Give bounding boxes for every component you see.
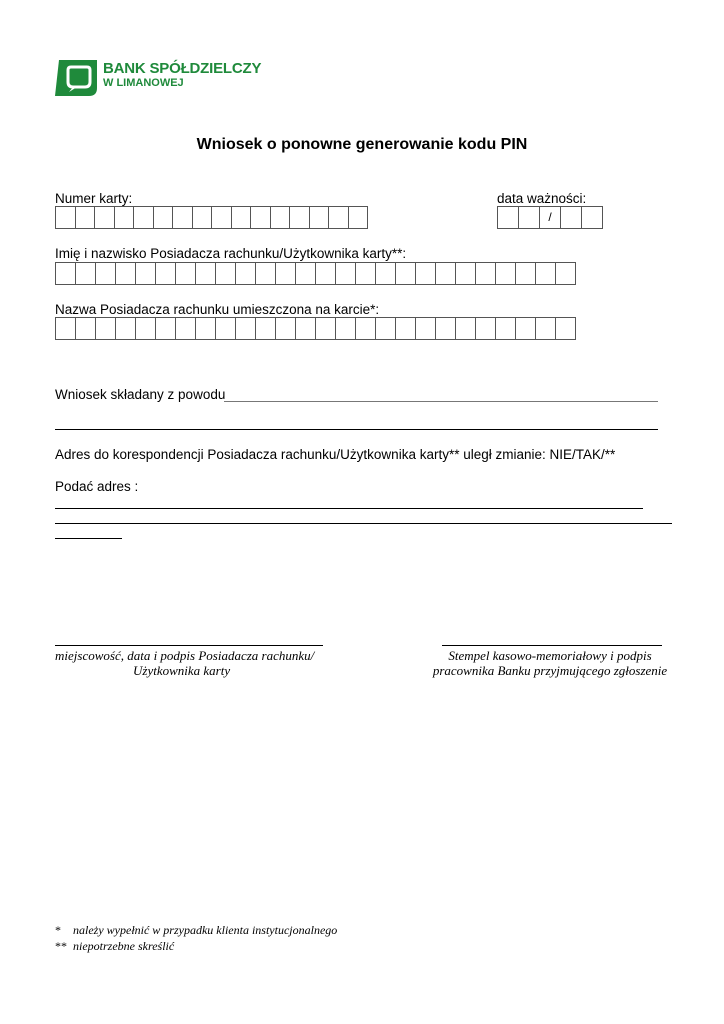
- expiry-box[interactable]: [560, 206, 582, 229]
- page-title: Wniosek o ponowne generowanie kodu PIN: [196, 136, 528, 153]
- char-box[interactable]: [270, 206, 291, 229]
- char-box[interactable]: [348, 206, 369, 229]
- char-box[interactable]: [315, 317, 336, 340]
- card-name-field[interactable]: [55, 317, 575, 340]
- char-box[interactable]: [95, 262, 116, 285]
- char-box[interactable]: [215, 317, 236, 340]
- expiry-box[interactable]: [581, 206, 603, 229]
- char-box[interactable]: [135, 262, 156, 285]
- signature-left-caption-line1: miejscowość, data i podpis Posiadacza rachunku/: [55, 648, 315, 663]
- char-box[interactable]: [555, 317, 576, 340]
- card-number-field[interactable]: [55, 206, 367, 229]
- footnote-text: należy wypełnić w przypadku klienta instytucjonalnego: [73, 923, 338, 937]
- reason-input-line-2[interactable]: [55, 429, 658, 430]
- address-line-1[interactable]: [55, 508, 643, 509]
- signature-right-caption: [410, 648, 690, 678]
- char-box[interactable]: [435, 317, 456, 340]
- char-box[interactable]: [175, 262, 196, 285]
- expiry-field[interactable]: [497, 206, 602, 229]
- char-box[interactable]: [475, 262, 496, 285]
- char-box[interactable]: [555, 262, 576, 285]
- char-box[interactable]: [295, 317, 316, 340]
- char-box[interactable]: [495, 262, 516, 285]
- char-box[interactable]: [395, 262, 416, 285]
- bank-name-line2: W LIMANOWEJ: [103, 77, 184, 89]
- char-box[interactable]: [114, 206, 135, 229]
- char-box[interactable]: [415, 262, 436, 285]
- char-box[interactable]: [415, 317, 436, 340]
- char-box[interactable]: [175, 317, 196, 340]
- expiry-separator: /: [539, 206, 561, 229]
- card-name-label: Nazwa Posiadacza rachunku umieszczona na karcie*:: [55, 302, 380, 317]
- char-box[interactable]: [235, 262, 256, 285]
- expiry-box[interactable]: [497, 206, 519, 229]
- char-box[interactable]: [495, 317, 516, 340]
- char-box[interactable]: [255, 262, 276, 285]
- address-change-text: Adres do korespondencji Posiadacza rachunku/Użytkownika karty** uległ zmianie: NIE/TAK/**: [55, 447, 616, 462]
- char-box[interactable]: [309, 206, 330, 229]
- address-line-2[interactable]: [55, 523, 672, 524]
- char-box[interactable]: [275, 317, 296, 340]
- signature-left-caption-line2: Użytkownika karty: [133, 663, 231, 678]
- signature-left-caption: [55, 648, 345, 678]
- char-box[interactable]: [328, 206, 349, 229]
- char-box[interactable]: [250, 206, 271, 229]
- char-box[interactable]: [75, 206, 96, 229]
- char-box[interactable]: [135, 317, 156, 340]
- reason-input-line[interactable]: [224, 401, 658, 402]
- char-box[interactable]: [455, 262, 476, 285]
- footnote-mark: **: [55, 939, 67, 953]
- signature-right-caption-line2: pracownika Banku przyjmującego zgłoszenie: [432, 663, 668, 678]
- char-box[interactable]: [115, 262, 136, 285]
- footnote-1: [55, 923, 337, 938]
- bank-name: [103, 61, 261, 90]
- char-box[interactable]: [515, 317, 536, 340]
- footnote-2: [55, 939, 174, 954]
- char-box[interactable]: [355, 317, 376, 340]
- footnote-text: niepotrzebne skreślić: [73, 939, 175, 953]
- char-box[interactable]: [475, 317, 496, 340]
- char-box[interactable]: [375, 317, 396, 340]
- holder-name-label: Imię i nazwisko Posiadacza rachunku/Użytkownika karty**:: [55, 246, 407, 261]
- char-box[interactable]: [335, 262, 356, 285]
- char-box[interactable]: [215, 262, 236, 285]
- char-box[interactable]: [153, 206, 174, 229]
- signature-right-line[interactable]: [442, 645, 662, 646]
- char-box[interactable]: [55, 206, 76, 229]
- char-box[interactable]: [375, 262, 396, 285]
- char-box[interactable]: [295, 262, 316, 285]
- char-box[interactable]: [289, 206, 310, 229]
- reason-label: Wniosek składany z powodu: [55, 387, 226, 402]
- char-box[interactable]: [115, 317, 136, 340]
- char-box[interactable]: [535, 317, 556, 340]
- expiry-label: data ważności:: [497, 191, 587, 206]
- address-line-3[interactable]: [55, 538, 122, 539]
- char-box[interactable]: [235, 317, 256, 340]
- signature-left-line[interactable]: [55, 645, 323, 646]
- char-box[interactable]: [75, 317, 96, 340]
- char-box[interactable]: [75, 262, 96, 285]
- card-number-label: Numer karty:: [55, 191, 133, 206]
- char-box[interactable]: [395, 317, 416, 340]
- bank-name-line1: BANK SPÓŁDZIELCZY: [103, 60, 262, 77]
- char-box[interactable]: [94, 206, 115, 229]
- signature-right-caption-line1: Stempel kasowo-memoriałowy i podpis: [448, 648, 652, 663]
- char-box[interactable]: [211, 206, 232, 229]
- address-label: Podać adres :: [55, 479, 139, 494]
- char-box[interactable]: [133, 206, 154, 229]
- char-box[interactable]: [255, 317, 276, 340]
- char-box[interactable]: [315, 262, 336, 285]
- char-box[interactable]: [355, 262, 376, 285]
- expiry-box[interactable]: [518, 206, 540, 229]
- char-box[interactable]: [455, 317, 476, 340]
- char-box[interactable]: [231, 206, 252, 229]
- char-box[interactable]: [192, 206, 213, 229]
- char-box[interactable]: [55, 317, 76, 340]
- holder-name-field[interactable]: [55, 262, 575, 285]
- char-box[interactable]: [435, 262, 456, 285]
- char-box[interactable]: [195, 262, 216, 285]
- char-box[interactable]: [95, 317, 116, 340]
- char-box[interactable]: [535, 262, 556, 285]
- char-box[interactable]: [515, 262, 536, 285]
- char-box[interactable]: [155, 317, 176, 340]
- char-box[interactable]: [275, 262, 296, 285]
- char-box[interactable]: [335, 317, 356, 340]
- char-box[interactable]: [195, 317, 216, 340]
- char-box[interactable]: [155, 262, 176, 285]
- char-box[interactable]: [55, 262, 76, 285]
- char-box[interactable]: [172, 206, 193, 229]
- footnote-mark: *: [55, 923, 61, 937]
